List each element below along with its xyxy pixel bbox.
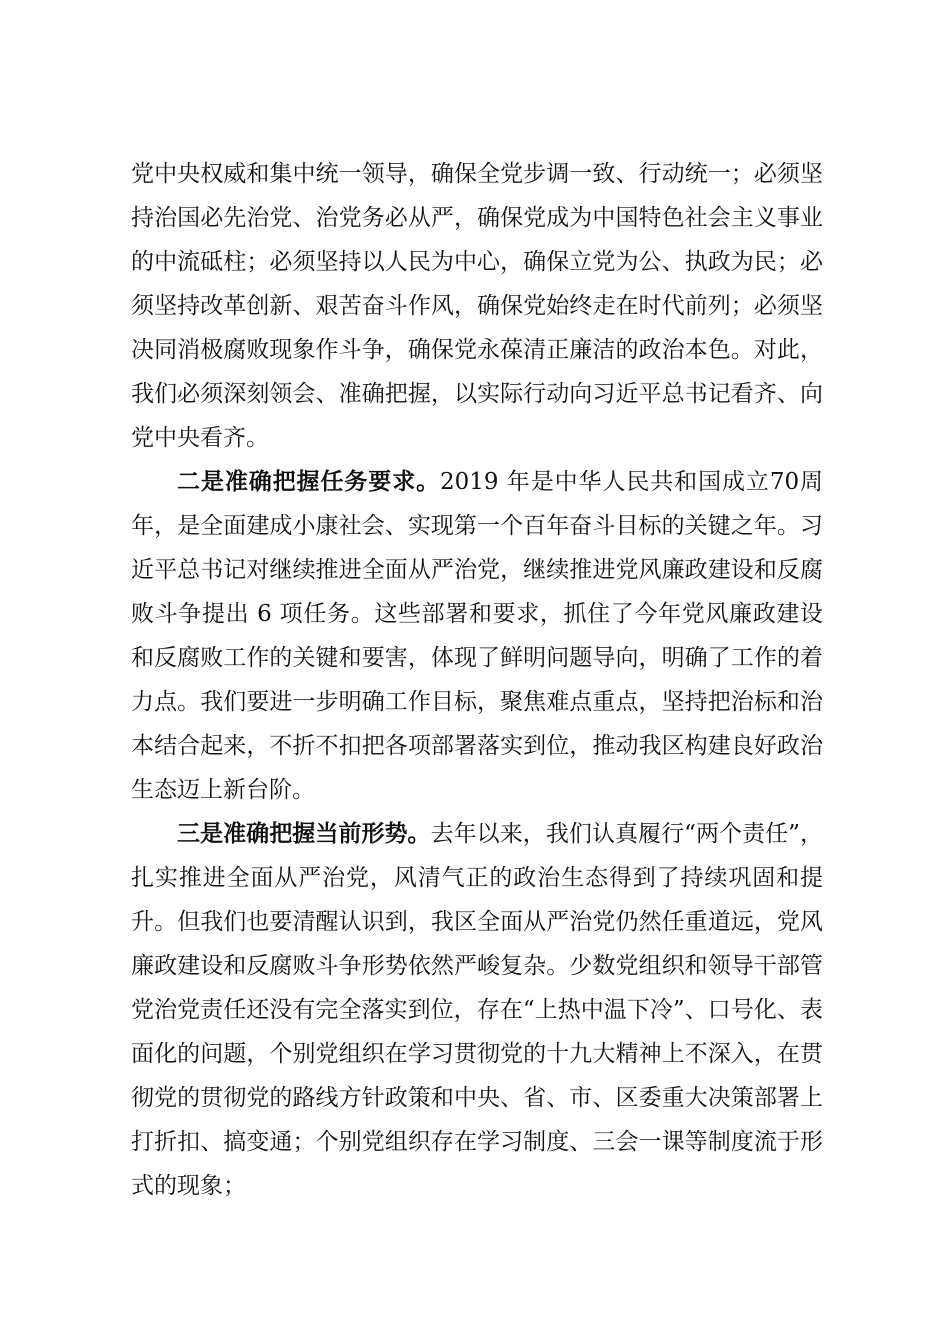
- paragraph-continuation: [131, 152, 823, 460]
- paragraph-text: 党中央权威和集中统一领导，确保全党步调一致、行动统一；必须坚持治国必先治党、治党务必从严，确保党成为中国特色社会主义事业的中流砥柱；必须坚持以人民为中心，确保立党为公、执政为民；必须坚持改革创新、艰苦奋斗作风，确保党始终走在时代前列；必须坚决同消极腐败现象作斗争，确保党永葆清正廉洁的政治本色。对此，我们必须深刻领会、准确把握，以实际行动向习近平总书记看齐、向党中央看齐。: [131, 161, 823, 451]
- document-body: [131, 152, 823, 1208]
- paragraph-text: 2019 年是中华人民共和国成立70周年，是全面建成小康社会、实现第一个百年奋斗目标的关键之年。习近平总书记对继续推进全面从严治党，继续推进党风廉政建设和反腐败斗争提出 6 项任务。这些部署和要求，抓住了今年党风廉政建设和反腐败工作的关键和要害，体现了鲜明问题导向，明确了工作的着力点。我们要进一步明确工作目标，聚焦难点重点，坚持把治标和治本结合起来，不折不扣把各项部署落实到位，推动我区构建良好政治生态迈上新台阶。: [131, 469, 823, 803]
- paragraph-current-situation: [131, 812, 823, 1208]
- paragraph-text: 去年以来，我们认真履行“两个责任”，扎实推进全面从严治党，风清气正的政治生态得到了持续巩固和提升。但我们也要清醒认识到，我区全面从严治党仍然任重道远，党风廉政建设和反腐败斗争形势依然严峻复杂。少数党组织和领导干部管党治党责任还没有完全落实到位，存在“上热中温下冷”、口号化、表面化的问题，个别党组织在学习贯彻党的十九大精神上不深入，在贯彻党的贯彻党的路线方针政策和中央、省、市、区委重大决策部署上打折扣、搞变通；个别党组织存在学习制度、三会一课等制度流于形式的现象；: [131, 821, 823, 1199]
- paragraph-lead: 三是准确把握当前形势。: [177, 820, 431, 847]
- paragraph-task-requirements: [131, 460, 823, 812]
- paragraph-lead: 二是准确把握任务要求。: [177, 468, 441, 495]
